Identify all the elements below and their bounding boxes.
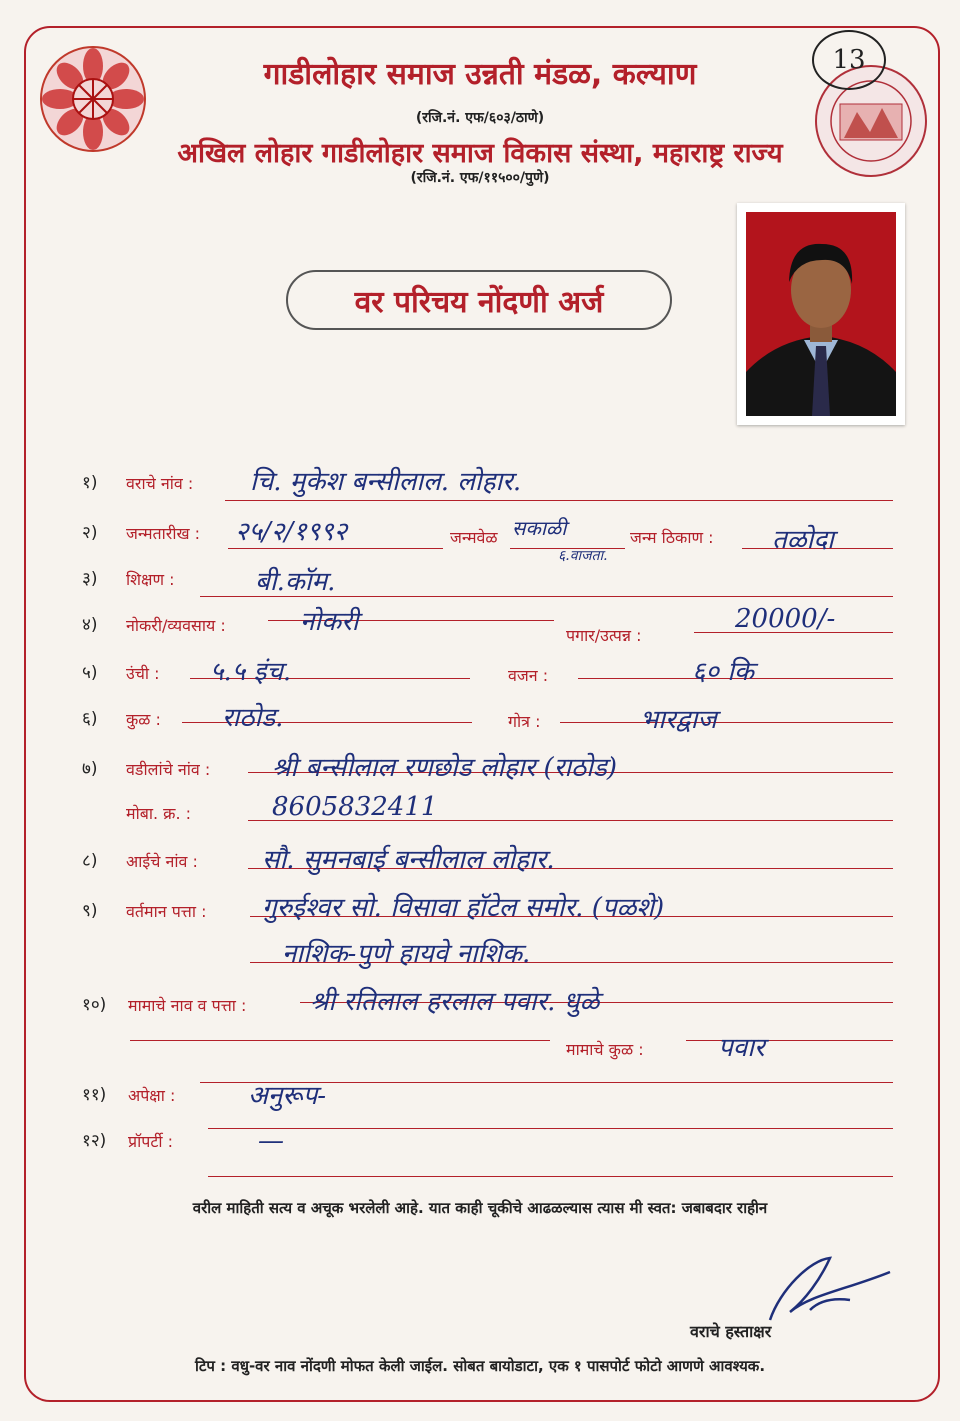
form-title: वर परिचय नोंदणी अर्ज (286, 270, 672, 330)
field-6-number: ६) (82, 709, 98, 729)
field-1-line (225, 500, 893, 501)
expectation-value: अनुरूप- (248, 1081, 327, 1111)
field-12-line (208, 1128, 893, 1129)
father-name-value: श्री बन्सीलाल रणछोड लोहार (राठोड) (272, 753, 617, 783)
mobile-value: 8605832411 (272, 792, 438, 822)
birth-time-label: जन्मवेळ (450, 528, 498, 547)
field-4-label: नोकरी/व्यवसाय : (126, 616, 226, 635)
field-10-label: मामाचे नाव व पत्ता : (128, 996, 247, 1015)
weight-value: ६० कि (692, 657, 755, 687)
birth-place-value: तळोदा (772, 525, 834, 555)
birth-time-value: सकाळी (512, 516, 567, 540)
field-4-number: ४) (82, 615, 98, 635)
field-2-line (228, 548, 443, 549)
property-value: — (258, 1126, 284, 1156)
field-1-label: वराचे नांव : (126, 474, 194, 493)
institute-heading: अखिल लोहार गाडीलोहार समाज विकास संस्था, महाराष्ट्र राज्य (177, 138, 783, 169)
field-9-label: वर्तमान पत्ता : (126, 902, 207, 921)
height-value: ५.५ इंच. (210, 657, 292, 687)
field-5-number: ५) (82, 663, 98, 683)
maternal-uncle-value: श्री रतिलाल हरलाल पवार. धुळे (310, 987, 600, 1017)
field-9-number: ९) (82, 901, 98, 921)
field-7-label: वडीलांचे नांव : (126, 760, 211, 779)
footer-note: टिप : वधु-वर नाव नोंदणी मोफत केली जाईल. सोबत बायोडाटा, एक १ पासपोर्ट फोटो आणणे आवश्यक. (194, 1357, 766, 1375)
field-5-label: उंची : (126, 664, 160, 683)
address-value: गुरुईश्वर सो. विसावा हॉटेल समोर. (पळशे) (262, 893, 665, 923)
field-10-number: १०) (82, 995, 107, 1015)
income-label: पगार/उत्पन्न : (566, 626, 642, 645)
clan-value: राठोड. (222, 703, 284, 733)
passport-photo (737, 203, 905, 425)
field-1-number: १) (82, 473, 98, 493)
field-12-number: १२) (82, 1131, 107, 1151)
weight-label: वजन : (508, 666, 549, 685)
gotra-label: गोत्र : (508, 712, 541, 731)
groom-name-value: चि. मुकेश बन्सीलाल. लोहार. (250, 467, 522, 497)
institute-registration: (रजि.नं. एफ/११५००/पुणे) (410, 170, 550, 186)
birth-place-label: जन्म ठिकाण : (630, 528, 714, 547)
field-10-line-2 (130, 1040, 550, 1041)
field-8-label: आईचे नांव : (126, 852, 198, 871)
field-12-label: प्रॉपर्टी : (128, 1132, 174, 1151)
declaration-text: वरील माहिती सत्य व अचूक भरलेली आहे. यात काही चूकीचे आढळल्यास त्यास मी स्वत: जबाबदार राहीन (192, 1199, 768, 1217)
org-registration: (रजि.नं. एफ/६०३/ठाणे) (415, 110, 545, 126)
mobile-label: मोबा. क्र. : (126, 804, 192, 823)
birth-time-sub: ६.वाजता. (558, 548, 608, 564)
field-2-label: जन्मतारीख : (126, 524, 201, 543)
birth-date-value: २५/२/१९९२ (235, 517, 348, 547)
org-name-heading: गाडीलोहार समाज उन्नती मंडळ, कल्याण (263, 57, 697, 92)
field-3-number: ३) (82, 569, 98, 589)
mother-name-value: सौ. सुमनबाई बन्सीलाल लोहार. (262, 845, 555, 875)
field-8-number: ८) (82, 851, 98, 871)
field-6-label: कुळ : (126, 710, 161, 729)
address-value-2: नाशिक-पुणे हायवे नाशिक. (282, 939, 531, 969)
groom-signature (750, 1250, 900, 1330)
field-12-line-2 (208, 1176, 893, 1177)
maternal-clan-label: मामाचे कुळ : (566, 1040, 644, 1059)
signature-label: वराचे हस्ताक्षर (690, 1322, 772, 1341)
maternal-clan-value: पवार (718, 1033, 765, 1063)
field-2-number: २) (82, 523, 98, 543)
occupation-value: नोकरी (300, 607, 359, 637)
field-11-label: अपेक्षा : (128, 1086, 176, 1105)
education-value: बी.कॉम. (255, 567, 336, 597)
gotra-line (560, 722, 893, 723)
field-3-label: शिक्षण : (126, 570, 175, 589)
gotra-value: भारद्वाज (640, 705, 717, 735)
field-11-number: ११) (82, 1085, 107, 1105)
field-7-number: ७) (82, 759, 98, 779)
handwritten-serial-number: 13 (812, 30, 886, 90)
income-value: 20000/- (735, 604, 836, 634)
